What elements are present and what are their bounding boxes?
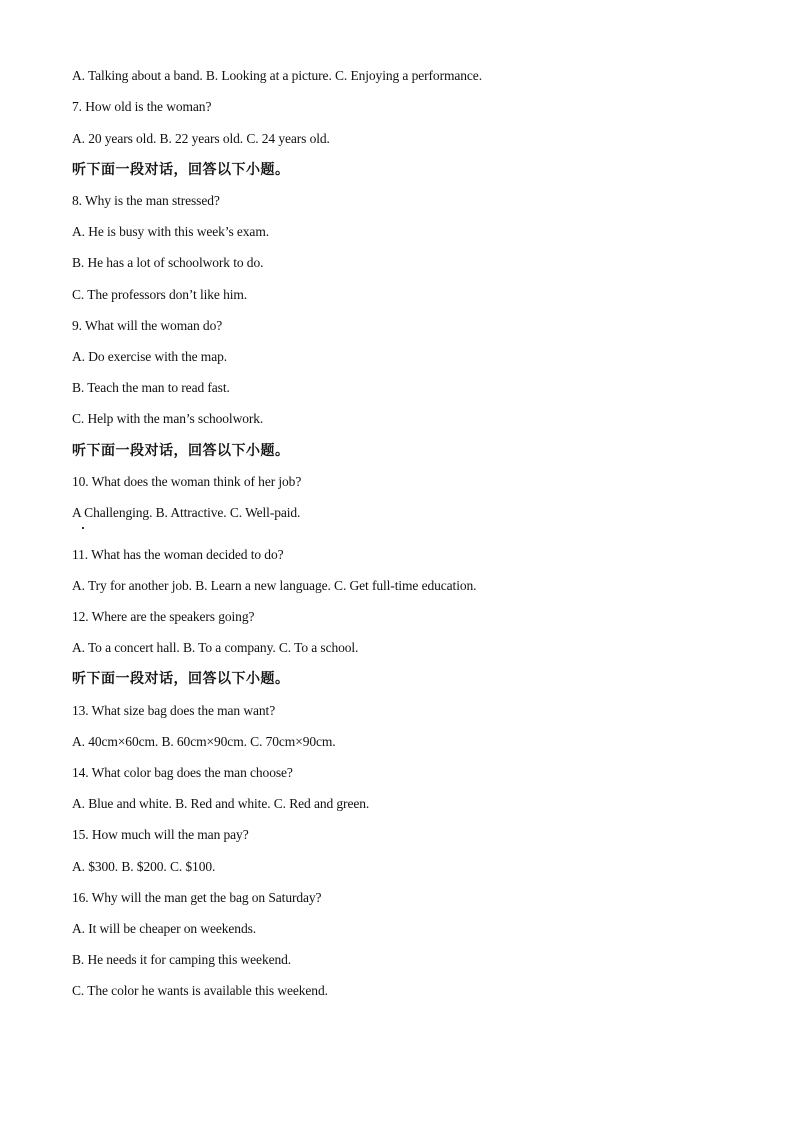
q8-option-a: A. He is busy with this week’s exam.: [72, 224, 270, 239]
section-heading: 听下面一段对话，回答以下小题。: [72, 162, 290, 178]
q12-options: A. To a concert hall. B. To a company. C. To a school.: [72, 640, 359, 655]
q11-question: 11. What has the woman decided to do?: [72, 547, 284, 562]
q8-option-b: B. He has a lot of schoolwork to do.: [72, 255, 264, 270]
q16-option-b: B. He needs it for camping this weekend.: [72, 952, 292, 967]
q16-option-c: C. The color he wants is available this weekend.: [72, 983, 328, 998]
q14-options: A. Blue and white. B. Red and white. C. Red and green.: [72, 796, 370, 811]
q7-question: 7. How old is the woman?: [72, 99, 212, 114]
q8-question: 8. Why is the man stressed?: [72, 193, 220, 208]
q9-option-a: A. Do exercise with the map.: [72, 349, 228, 364]
q15-options: A. $300. B. $200. C. $100.: [72, 859, 216, 874]
q15-question: 15. How much will the man pay?: [72, 827, 249, 842]
q14-question: 14. What color bag does the man choose?: [72, 765, 293, 780]
q7-options: A. 20 years old. B. 22 years old. C. 24 years old.: [72, 131, 330, 146]
section-heading: 听下面一段对话，回答以下小题。: [72, 671, 290, 687]
q12-question: 12. Where are the speakers going?: [72, 609, 255, 624]
q16-option-a: A. It will be cheaper on weekends.: [72, 921, 257, 936]
q10-options: A Challenging. B. Attractive. C. Well-paid.: [72, 505, 301, 520]
q13-question: 13. What size bag does the man want?: [72, 703, 276, 718]
q10-question: 10. What does the woman think of her job?: [72, 474, 302, 489]
q16-question: 16. Why will the man get the bag on Saturday?: [72, 890, 322, 905]
section-heading: 听下面一段对话，回答以下小题。: [72, 443, 290, 459]
q11-options: A. Try for another job. B. Learn a new language. C. Get full-time education.: [72, 578, 477, 593]
stray-mark: [82, 527, 84, 529]
q9-option-b: B. Teach the man to read fast.: [72, 380, 230, 395]
q8-option-c: C. The professors don’t like him.: [72, 287, 248, 302]
q9-option-c: C. Help with the man’s schoolwork.: [72, 411, 264, 426]
q6-options: A. Talking about a band. B. Looking at a picture. C. Enjoying a performance.: [72, 68, 482, 83]
q13-options: A. 40cm×60cm. B. 60cm×90cm. C. 70cm×90cm.: [72, 734, 336, 749]
q9-question: 9. What will the woman do?: [72, 318, 223, 333]
